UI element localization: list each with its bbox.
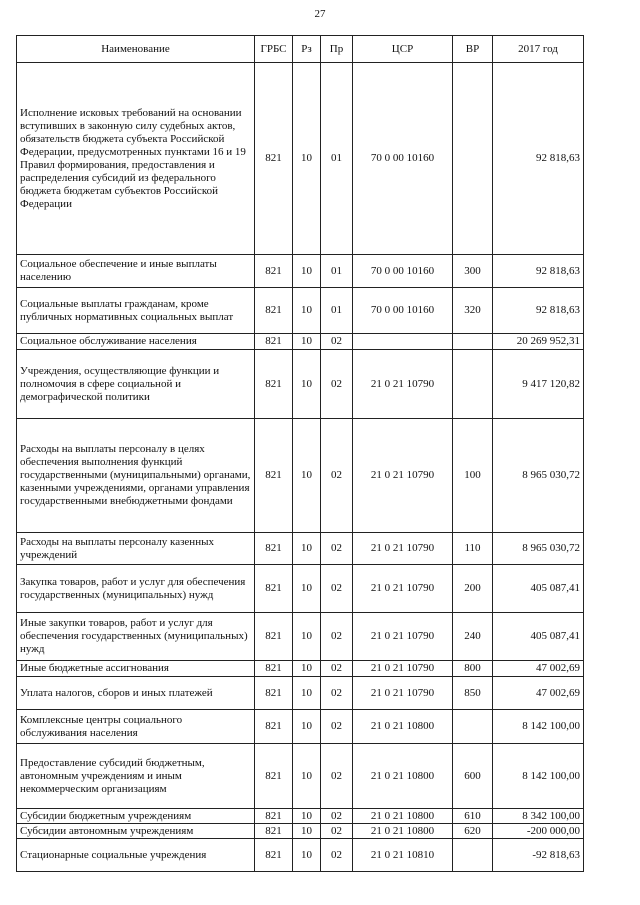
row-csr: 21 0 21 10790 <box>353 350 453 419</box>
row-pr: 01 <box>321 63 353 255</box>
row-vr <box>453 334 493 350</box>
row-name: Иные бюджетные ассигнования <box>17 661 255 677</box>
budget-table <box>16 35 584 872</box>
row-amount: 8 342 100,00 <box>493 809 584 824</box>
row-pr: 02 <box>321 809 353 824</box>
row-amount: 47 002,69 <box>493 677 584 710</box>
row-name: Исполнение исковых требований на основании вступивших в законную силу судебных актов, обязательств бюджета субъекта Российской Федерации, предусмотренных пунктами 16 и 19 Правил формирования, предоставления и распределения субсидий из федерального бюджета бюджетам субъектов Российской Федерации <box>17 63 255 255</box>
header-pr: Пр <box>321 36 353 63</box>
table-row <box>17 839 584 872</box>
row-grbs: 821 <box>255 288 293 334</box>
row-name: Иные закупки товаров, работ и услуг для обеспечения государственных (муниципальных) нужд <box>17 613 255 661</box>
row-rz: 10 <box>293 744 321 809</box>
table-row <box>17 255 584 288</box>
row-csr: 21 0 21 10800 <box>353 824 453 839</box>
table-row <box>17 744 584 809</box>
row-pr: 02 <box>321 744 353 809</box>
row-amount: 92 818,63 <box>493 288 584 334</box>
row-vr: 240 <box>453 613 493 661</box>
row-name: Субсидии автономным учреждениям <box>17 824 255 839</box>
row-amount: 8 965 030,72 <box>493 419 584 533</box>
row-grbs: 821 <box>255 419 293 533</box>
row-vr <box>453 710 493 744</box>
row-rz: 10 <box>293 419 321 533</box>
row-name: Социальное обеспечение и иные выплаты населению <box>17 255 255 288</box>
row-csr: 21 0 21 10800 <box>353 744 453 809</box>
row-csr: 21 0 21 10790 <box>353 419 453 533</box>
row-csr: 21 0 21 10800 <box>353 710 453 744</box>
row-name: Учреждения, осуществляющие функции и полномочия в сфере социальной и демографической политики <box>17 350 255 419</box>
header-row <box>17 36 584 63</box>
header-vr: ВР <box>453 36 493 63</box>
row-rz: 10 <box>293 809 321 824</box>
row-grbs: 821 <box>255 255 293 288</box>
row-csr: 21 0 21 10790 <box>353 661 453 677</box>
row-name: Стационарные социальные учреждения <box>17 839 255 872</box>
row-name: Расходы на выплаты персоналу казенных учреждений <box>17 533 255 565</box>
row-amount: -200 000,00 <box>493 824 584 839</box>
row-grbs: 821 <box>255 661 293 677</box>
row-grbs: 821 <box>255 613 293 661</box>
row-rz: 10 <box>293 661 321 677</box>
row-rz: 10 <box>293 824 321 839</box>
table-row <box>17 533 584 565</box>
row-rz: 10 <box>293 565 321 613</box>
row-pr: 02 <box>321 334 353 350</box>
row-grbs: 821 <box>255 744 293 809</box>
row-amount: 47 002,69 <box>493 661 584 677</box>
row-rz: 10 <box>293 533 321 565</box>
page-number: 27 <box>314 8 326 20</box>
row-rz: 10 <box>293 839 321 872</box>
row-rz: 10 <box>293 613 321 661</box>
row-grbs: 821 <box>255 677 293 710</box>
table-row <box>17 809 584 824</box>
row-name: Субсидии бюджетным учреждениям <box>17 809 255 824</box>
header-grbs: ГРБС <box>255 36 293 63</box>
row-grbs: 821 <box>255 710 293 744</box>
row-rz: 10 <box>293 710 321 744</box>
row-csr: 70 0 00 10160 <box>353 288 453 334</box>
row-amount: 8 142 100,00 <box>493 710 584 744</box>
row-amount: 9 417 120,82 <box>493 350 584 419</box>
row-csr: 21 0 21 10790 <box>353 677 453 710</box>
row-grbs: 821 <box>255 334 293 350</box>
row-rz: 10 <box>293 677 321 710</box>
row-pr: 02 <box>321 565 353 613</box>
row-pr: 02 <box>321 419 353 533</box>
row-vr <box>453 63 493 255</box>
table-row <box>17 63 584 255</box>
row-grbs: 821 <box>255 565 293 613</box>
row-csr: 70 0 00 10160 <box>353 63 453 255</box>
row-name: Закупка товаров, работ и услуг для обеспечения государственных (муниципальных) нужд <box>17 565 255 613</box>
table-row <box>17 824 584 839</box>
row-rz: 10 <box>293 63 321 255</box>
row-rz: 10 <box>293 255 321 288</box>
row-vr: 320 <box>453 288 493 334</box>
row-pr: 01 <box>321 255 353 288</box>
row-grbs: 821 <box>255 824 293 839</box>
row-csr: 21 0 21 10810 <box>353 839 453 872</box>
row-amount: 92 818,63 <box>493 255 584 288</box>
row-vr: 850 <box>453 677 493 710</box>
row-pr: 02 <box>321 677 353 710</box>
table-row <box>17 334 584 350</box>
row-pr: 01 <box>321 288 353 334</box>
row-amount: 8 965 030,72 <box>493 533 584 565</box>
row-pr: 02 <box>321 839 353 872</box>
table-row <box>17 677 584 710</box>
row-name: Предоставление субсидий бюджетным, автономным учреждениям и иным некоммерческим организациям <box>17 744 255 809</box>
row-rz: 10 <box>293 350 321 419</box>
table-row <box>17 419 584 533</box>
row-vr: 600 <box>453 744 493 809</box>
row-rz: 10 <box>293 288 321 334</box>
row-csr <box>353 334 453 350</box>
row-csr: 70 0 00 10160 <box>353 255 453 288</box>
row-grbs: 821 <box>255 63 293 255</box>
row-amount: 20 269 952,31 <box>493 334 584 350</box>
header-name: Наименование <box>17 36 255 63</box>
row-amount: 405 087,41 <box>493 613 584 661</box>
row-pr: 02 <box>321 350 353 419</box>
row-amount: 92 818,63 <box>493 63 584 255</box>
header-rz: Рз <box>293 36 321 63</box>
row-csr: 21 0 21 10790 <box>353 533 453 565</box>
header-year: 2017 год <box>493 36 584 63</box>
table-row <box>17 710 584 744</box>
row-vr <box>453 350 493 419</box>
table-row <box>17 613 584 661</box>
row-vr: 300 <box>453 255 493 288</box>
row-csr: 21 0 21 10790 <box>353 613 453 661</box>
row-vr: 620 <box>453 824 493 839</box>
row-vr: 610 <box>453 809 493 824</box>
table-row <box>17 565 584 613</box>
table-row <box>17 661 584 677</box>
row-vr: 110 <box>453 533 493 565</box>
row-grbs: 821 <box>255 839 293 872</box>
row-amount: -92 818,63 <box>493 839 584 872</box>
header-csr: ЦСР <box>353 36 453 63</box>
row-name: Комплексные центры социального обслуживания населения <box>17 710 255 744</box>
row-pr: 02 <box>321 613 353 661</box>
row-name: Социальное обслуживание населения <box>17 334 255 350</box>
row-vr <box>453 839 493 872</box>
row-pr: 02 <box>321 710 353 744</box>
table-row <box>17 288 584 334</box>
row-vr: 100 <box>453 419 493 533</box>
row-grbs: 821 <box>255 350 293 419</box>
row-rz: 10 <box>293 334 321 350</box>
row-amount: 8 142 100,00 <box>493 744 584 809</box>
row-vr: 800 <box>453 661 493 677</box>
row-csr: 21 0 21 10800 <box>353 809 453 824</box>
row-pr: 02 <box>321 824 353 839</box>
row-grbs: 821 <box>255 533 293 565</box>
row-name: Расходы на выплаты персоналу в целях обеспечения выполнения функций государственными (муниципальными) органами, казенными учреждениями, органами управления государственными внебюджетными фондами <box>17 419 255 533</box>
row-name: Уплата налогов, сборов и иных платежей <box>17 677 255 710</box>
row-csr: 21 0 21 10790 <box>353 565 453 613</box>
row-pr: 02 <box>321 533 353 565</box>
table-row <box>17 350 584 419</box>
row-amount: 405 087,41 <box>493 565 584 613</box>
row-vr: 200 <box>453 565 493 613</box>
row-pr: 02 <box>321 661 353 677</box>
row-name: Социальные выплаты гражданам, кроме публичных нормативных социальных выплат <box>17 288 255 334</box>
row-grbs: 821 <box>255 809 293 824</box>
